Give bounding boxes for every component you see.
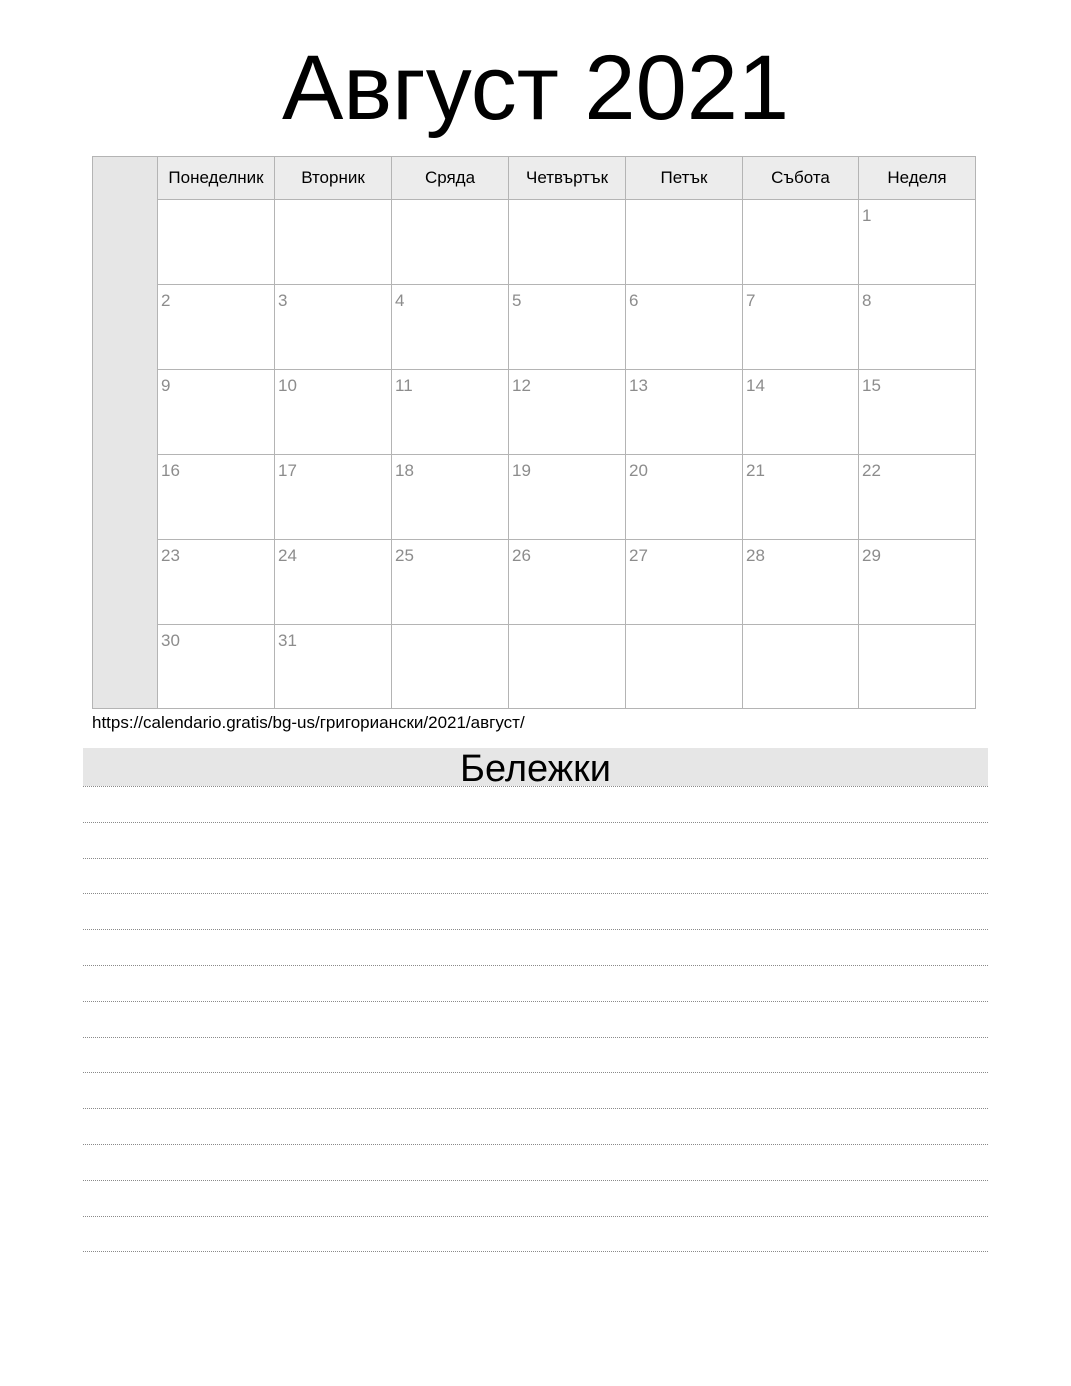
day-cell bbox=[158, 625, 275, 709]
week-side-column bbox=[93, 157, 158, 708]
day-number: 16 bbox=[161, 461, 180, 480]
day-number: 18 bbox=[395, 461, 414, 480]
day-cell bbox=[275, 455, 392, 540]
day-number: 9 bbox=[161, 376, 171, 395]
day-cell bbox=[626, 455, 743, 540]
day-number: 17 bbox=[278, 461, 297, 480]
day-cell bbox=[158, 285, 275, 370]
day-number: 25 bbox=[395, 546, 414, 565]
day-number: 26 bbox=[512, 546, 531, 565]
day-cell bbox=[158, 455, 275, 540]
day-cell bbox=[275, 540, 392, 625]
month-calendar bbox=[92, 156, 976, 709]
day-cell bbox=[509, 455, 626, 540]
day-cell bbox=[509, 625, 626, 709]
note-line bbox=[83, 1001, 988, 1002]
weekday-header: Вторник bbox=[275, 157, 392, 200]
day-cell bbox=[743, 285, 859, 370]
note-line bbox=[83, 1037, 988, 1038]
weekday-header: Събота bbox=[743, 157, 859, 200]
day-cell bbox=[743, 200, 859, 285]
note-line bbox=[83, 1180, 988, 1181]
day-number: 15 bbox=[862, 376, 881, 395]
day-number: 8 bbox=[862, 291, 872, 310]
day-cell bbox=[275, 370, 392, 455]
page-title: Август 2021 bbox=[281, 37, 790, 139]
day-cell bbox=[392, 625, 509, 709]
day-cell bbox=[626, 285, 743, 370]
day-cell bbox=[859, 370, 975, 455]
day-number: 29 bbox=[862, 546, 881, 565]
day-cell bbox=[392, 370, 509, 455]
day-cell bbox=[509, 200, 626, 285]
day-cell bbox=[743, 455, 859, 540]
day-cell bbox=[859, 540, 975, 625]
day-cell bbox=[743, 370, 859, 455]
day-number: 30 bbox=[161, 631, 180, 650]
day-number: 28 bbox=[746, 546, 765, 565]
note-line bbox=[83, 1216, 988, 1217]
day-cell bbox=[626, 370, 743, 455]
note-line bbox=[83, 858, 988, 859]
day-number: 10 bbox=[278, 376, 297, 395]
day-cell bbox=[275, 625, 392, 709]
day-cell bbox=[158, 370, 275, 455]
weekday-header: Понеделник bbox=[158, 157, 275, 200]
note-line bbox=[83, 1072, 988, 1073]
note-line bbox=[83, 1144, 988, 1145]
day-cell bbox=[859, 285, 975, 370]
day-number: 19 bbox=[512, 461, 531, 480]
day-number: 3 bbox=[278, 291, 288, 310]
weekday-header: Четвъртък bbox=[509, 157, 626, 200]
day-cell bbox=[626, 200, 743, 285]
note-line bbox=[83, 965, 988, 966]
day-number: 21 bbox=[746, 461, 765, 480]
day-number: 7 bbox=[746, 291, 756, 310]
day-cell bbox=[859, 200, 975, 285]
day-number: 27 bbox=[629, 546, 648, 565]
day-number: 22 bbox=[862, 461, 881, 480]
weekday-header: Неделя bbox=[859, 157, 975, 200]
day-cell bbox=[392, 540, 509, 625]
day-number: 24 bbox=[278, 546, 297, 565]
day-number: 12 bbox=[512, 376, 531, 395]
note-line bbox=[83, 929, 988, 930]
day-cell bbox=[743, 540, 859, 625]
day-number: 4 bbox=[395, 291, 405, 310]
notes-heading: Бележки bbox=[83, 748, 988, 786]
note-line bbox=[83, 893, 988, 894]
note-line bbox=[83, 1251, 988, 1252]
source-url: https://calendario.gratis/bg-us/григориански/2021/август/ bbox=[92, 713, 525, 732]
day-cell bbox=[392, 285, 509, 370]
weekday-header: Сряда bbox=[392, 157, 509, 200]
day-cell bbox=[743, 625, 859, 709]
day-number: 23 bbox=[161, 546, 180, 565]
day-number: 20 bbox=[629, 461, 648, 480]
day-number: 1 bbox=[862, 206, 872, 225]
day-cell bbox=[509, 285, 626, 370]
day-cell bbox=[392, 200, 509, 285]
day-number: 11 bbox=[395, 376, 413, 395]
day-number: 2 bbox=[161, 291, 171, 310]
day-cell bbox=[158, 200, 275, 285]
day-number: 14 bbox=[746, 376, 765, 395]
day-cell bbox=[158, 540, 275, 625]
day-cell bbox=[626, 540, 743, 625]
note-line bbox=[83, 786, 988, 787]
weekday-header: Петък bbox=[626, 157, 743, 200]
day-number: 6 bbox=[629, 291, 639, 310]
day-cell bbox=[626, 625, 743, 709]
day-cell bbox=[859, 455, 975, 540]
note-line bbox=[83, 822, 988, 823]
day-cell bbox=[392, 455, 509, 540]
day-number: 31 bbox=[278, 631, 297, 650]
day-cell bbox=[509, 370, 626, 455]
day-cell bbox=[275, 200, 392, 285]
day-cell bbox=[509, 540, 626, 625]
day-number: 5 bbox=[512, 291, 522, 310]
day-cell bbox=[275, 285, 392, 370]
day-number: 13 bbox=[629, 376, 648, 395]
calendar-grid bbox=[158, 157, 975, 708]
note-line bbox=[83, 1108, 988, 1109]
day-cell bbox=[859, 625, 975, 709]
